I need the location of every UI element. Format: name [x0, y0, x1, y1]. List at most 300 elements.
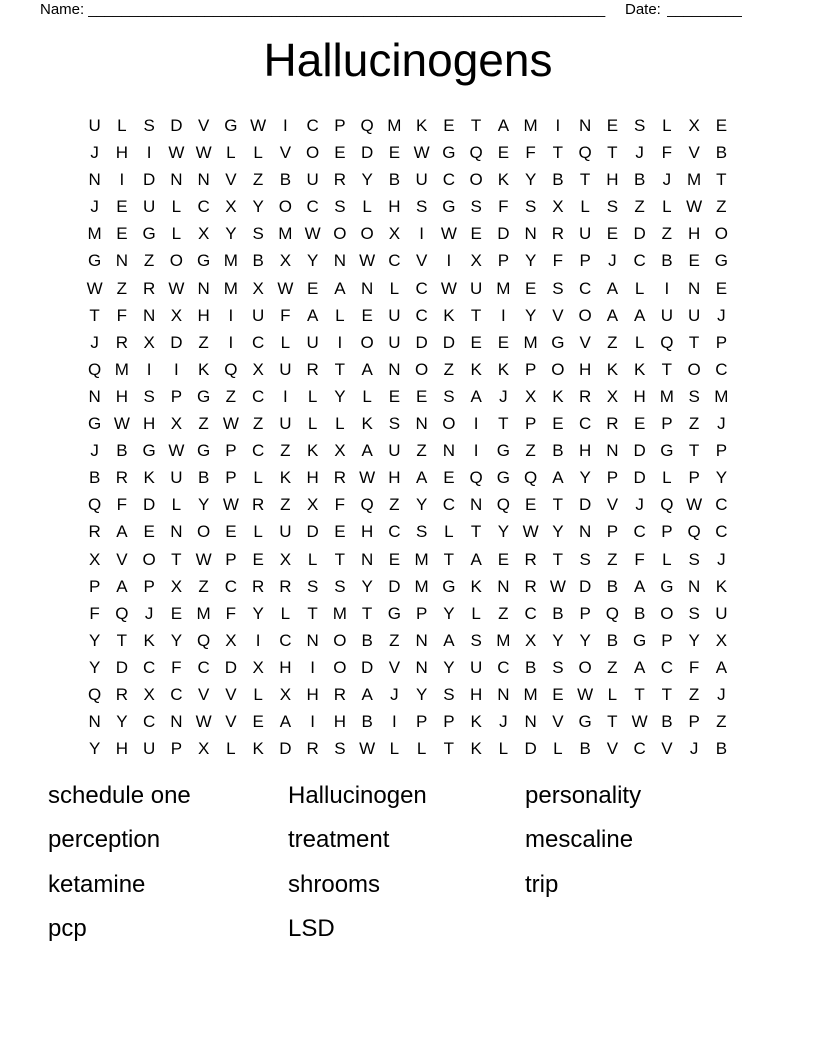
grid-letter: S: [688, 603, 700, 623]
grid-letter: N: [360, 549, 374, 569]
grid-letter: S: [143, 386, 155, 406]
date-label: Date:: [625, 1, 661, 18]
grid-letter: U: [388, 305, 401, 325]
grid-letter: W: [686, 197, 703, 217]
grid-letter: H: [333, 712, 347, 732]
grid-letter: S: [633, 116, 646, 135]
grid-letter: V: [225, 712, 237, 732]
grid-letter: P: [170, 386, 183, 406]
grid-letter: N: [524, 224, 537, 244]
grid-letter: I: [174, 359, 179, 379]
grid-letter: O: [197, 522, 211, 542]
grid-letter: M: [523, 332, 538, 352]
grid-letter: P: [579, 603, 591, 623]
word-bank-item: schedule one: [48, 782, 191, 809]
grid-letter: N: [88, 712, 101, 732]
grid-letter: S: [552, 657, 564, 677]
grid-letter: R: [578, 386, 592, 406]
grid-letter: N: [142, 305, 156, 325]
grid-letter: U: [170, 468, 183, 488]
grid-letter: C: [142, 712, 156, 732]
grid-letter: J: [717, 305, 726, 325]
grid-letter: L: [444, 522, 454, 542]
grid-letter: G: [496, 441, 510, 461]
grid-letter: K: [279, 468, 292, 488]
grid-letter: E: [388, 549, 401, 569]
grid-letter: P: [415, 603, 428, 623]
grid-letter: O: [551, 359, 565, 379]
grid-letter: Y: [361, 170, 373, 190]
grid-letter: L: [553, 739, 563, 759]
grid-letter: X: [88, 549, 101, 569]
grid-letter: T: [552, 495, 564, 515]
grid-letter: T: [334, 359, 346, 379]
grid-letter: H: [633, 386, 646, 406]
grid-letter: T: [607, 712, 618, 732]
grid-letter: V: [606, 495, 619, 515]
word-bank-item: LSD: [288, 915, 335, 943]
grid-letter: B: [715, 739, 728, 759]
grid-letter: Z: [716, 712, 727, 732]
grid-letter: Z: [116, 278, 128, 298]
grid-letter: J: [635, 143, 644, 163]
grid-letter: F: [661, 143, 673, 163]
grid-letter: C: [715, 522, 728, 542]
grid-letter: Z: [688, 414, 700, 434]
grid-letter: X: [552, 197, 564, 217]
grid-letter: N: [170, 170, 183, 190]
grid-letter: I: [664, 278, 670, 298]
grid-letter: Q: [524, 468, 538, 488]
grid-letter: L: [307, 414, 318, 434]
grid-letter: W: [222, 414, 239, 434]
grid-letter: W: [86, 278, 103, 298]
grid-letter: X: [388, 224, 401, 244]
grid-letter: R: [88, 522, 101, 542]
grid-letter: J: [635, 495, 644, 515]
grid-letter: I: [255, 630, 261, 650]
grid-letter: S: [306, 576, 319, 596]
grid-letter: Z: [252, 414, 264, 434]
grid-letter: V: [661, 739, 673, 759]
grid-letter: E: [443, 468, 455, 488]
grid-letter: X: [225, 197, 237, 217]
grid-letter: B: [388, 170, 401, 190]
grid-letter: G: [660, 441, 674, 461]
grid-letter: H: [306, 468, 319, 488]
grid-letter: D: [633, 468, 646, 488]
grid-letter: E: [497, 549, 510, 569]
grid-letter: G: [88, 414, 102, 434]
grid-letter: W: [359, 468, 376, 488]
grid-letter: N: [415, 657, 428, 677]
grid-letter: Y: [361, 576, 373, 596]
grid-letter: U: [88, 116, 101, 135]
grid-letter: Q: [578, 143, 592, 163]
grid-letter: V: [116, 549, 128, 569]
grid-letter: N: [115, 251, 129, 271]
grid-letter: L: [226, 143, 236, 163]
grid-letter: Q: [197, 630, 211, 650]
grid-letter: F: [89, 603, 100, 623]
grid-letter: I: [419, 224, 424, 244]
grid-letter: K: [470, 712, 482, 732]
grid-letter: H: [306, 684, 319, 704]
grid-letter: Z: [716, 197, 727, 217]
grid-letter: P: [524, 414, 537, 434]
grid-letter: E: [552, 414, 564, 434]
grid-letter: S: [579, 549, 591, 569]
grid-letter: F: [280, 305, 291, 325]
grid-letter: S: [334, 739, 346, 759]
grid-letter: L: [171, 197, 182, 217]
grid-letter: R: [333, 468, 347, 488]
grid-letter: V: [552, 305, 564, 325]
grid-letter: A: [497, 116, 510, 135]
grid-letter: L: [171, 224, 182, 244]
grid-letter: B: [633, 603, 646, 623]
grid-letter: N: [687, 576, 701, 596]
grid-letter: P: [688, 712, 700, 732]
grid-letter: E: [388, 143, 401, 163]
grid-letter: C: [306, 116, 319, 135]
grid-letter: N: [442, 441, 456, 461]
grid-letter: E: [361, 305, 373, 325]
grid-letter: H: [115, 143, 129, 163]
grid-letter: A: [470, 386, 482, 406]
grid-letter: X: [252, 359, 264, 379]
grid-letter: F: [225, 603, 237, 623]
grid-letter: V: [279, 143, 292, 163]
grid-letter: K: [143, 468, 155, 488]
word-bank-item: pcp: [48, 915, 87, 943]
grid-letter: I: [392, 712, 397, 732]
grid-letter: R: [251, 495, 265, 515]
grid-letter: Y: [197, 495, 210, 515]
grid-letter: J: [499, 386, 508, 406]
grid-letter: S: [688, 549, 700, 569]
grid-letter: Z: [525, 441, 536, 461]
grid-letter: E: [497, 143, 510, 163]
grid-letter: P: [524, 359, 537, 379]
grid-letter: X: [279, 251, 292, 271]
grid-letter: N: [415, 414, 428, 434]
grid-letter: E: [334, 522, 346, 542]
grid-letter: M: [196, 603, 211, 623]
grid-letter: V: [225, 684, 237, 704]
grid-letter: I: [146, 143, 152, 163]
grid-letter: Q: [469, 143, 483, 163]
grid-letter: E: [688, 251, 700, 271]
grid-letter: T: [688, 441, 700, 461]
grid-letter: W: [440, 278, 457, 298]
grid-letter: T: [116, 630, 128, 650]
grid-letter: V: [197, 684, 210, 704]
grid-letter: K: [497, 359, 510, 379]
word-bank-column: [525, 774, 641, 907]
word-bank-item: ketamine: [48, 870, 146, 898]
grid-letter: Y: [88, 630, 101, 650]
name-label: Name:: [40, 1, 85, 18]
grid-letter: U: [388, 441, 401, 461]
grid-letter: A: [415, 468, 428, 488]
grid-letter: E: [252, 549, 264, 569]
grid-letter: M: [523, 684, 538, 704]
grid-letter: J: [689, 739, 699, 759]
grid-letter: S: [470, 197, 482, 217]
grid-letter: K: [470, 739, 482, 759]
word-bank-column: [48, 774, 191, 952]
grid-letter: D: [360, 143, 374, 163]
grid-letter: S: [415, 522, 428, 542]
grid-letter: F: [171, 657, 182, 677]
grid-letter: W: [277, 278, 294, 298]
grid-letter: J: [717, 549, 726, 569]
grid-letter: M: [387, 116, 402, 135]
grid-letter: X: [279, 684, 292, 704]
grid-letter: W: [195, 549, 212, 569]
grid-letter: P: [225, 441, 237, 461]
grid-letter: S: [524, 197, 537, 217]
grid-letter: G: [197, 251, 211, 271]
grid-letter: N: [88, 386, 101, 406]
grid-letter: D: [578, 495, 592, 515]
grid-letter: P: [715, 441, 728, 461]
grid-letter: P: [88, 576, 101, 596]
grid-letter: Y: [688, 630, 700, 650]
grid-letter: U: [715, 603, 728, 623]
grid-letter: X: [143, 684, 155, 704]
grid-letter: J: [90, 441, 99, 461]
grid-letter: I: [310, 657, 315, 677]
grid-letter: Y: [116, 712, 128, 732]
grid-letter: C: [388, 522, 401, 542]
grid-letter: U: [469, 278, 483, 298]
grid-letter: C: [442, 170, 456, 190]
grid-letter: N: [578, 116, 592, 135]
grid-letter: X: [197, 224, 210, 244]
grid-letter: H: [115, 386, 129, 406]
grid-letter: B: [252, 251, 264, 271]
word-bank-item: personality: [525, 782, 642, 809]
word-bank-item: Hallucinogen: [288, 782, 427, 809]
name-blank-line: ______________________________________________________________: [88, 1, 606, 18]
grid-letter: K: [497, 170, 510, 190]
grid-letter: Y: [88, 739, 101, 759]
grid-letter: K: [633, 359, 646, 379]
grid-letter: L: [307, 549, 318, 569]
grid-letter: A: [279, 712, 292, 732]
grid-letter: I: [119, 170, 125, 190]
grid-letter: N: [197, 278, 210, 298]
grid-letter: P: [497, 251, 510, 271]
grid-letter: H: [578, 359, 592, 379]
grid-letter: P: [606, 522, 619, 542]
grid-letter: W: [549, 576, 566, 596]
grid-letter: E: [470, 332, 482, 352]
grid-letter: C: [388, 251, 401, 271]
grid-letter: H: [388, 468, 401, 488]
grid-letter: B: [552, 441, 564, 461]
grid-letter: B: [116, 441, 128, 461]
grid-letter: Q: [224, 359, 238, 379]
grid-letter: Z: [634, 197, 645, 217]
grid-letter: P: [606, 468, 619, 488]
grid-letter: Y: [225, 224, 237, 244]
grid-letter: L: [580, 197, 590, 217]
grid-letter: M: [687, 170, 702, 190]
grid-letter: N: [524, 712, 537, 732]
grid-letter: X: [170, 576, 183, 596]
grid-letter: R: [251, 576, 265, 596]
grid-letter: Q: [88, 495, 102, 515]
grid-letter: E: [170, 603, 183, 623]
grid-letter: S: [334, 576, 346, 596]
grid-letter: C: [170, 684, 183, 704]
grid-letter: C: [660, 657, 674, 677]
grid-letter: L: [117, 116, 127, 135]
grid-letter: C: [578, 414, 592, 434]
grid-letter: P: [661, 414, 673, 434]
grid-letter: C: [442, 495, 456, 515]
grid-letter: N: [606, 441, 619, 461]
grid-letter: D: [306, 522, 319, 542]
grid-letter: B: [606, 630, 619, 650]
grid-letter: U: [142, 197, 156, 217]
grid-letter: W: [168, 143, 185, 163]
grid-letter: C: [279, 630, 292, 650]
grid-letter: K: [443, 305, 455, 325]
grid-letter: E: [306, 278, 319, 298]
grid-letter: Z: [198, 332, 209, 352]
grid-letter: O: [360, 224, 374, 244]
grid-letter: F: [498, 197, 509, 217]
grid-letter: A: [443, 630, 455, 650]
grid-letter: Y: [306, 251, 319, 271]
grid-letter: L: [662, 197, 672, 217]
grid-letter: R: [524, 576, 537, 596]
grid-letter: X: [225, 630, 237, 650]
grid-letter: K: [470, 576, 482, 596]
grid-letter: V: [197, 116, 210, 135]
grid-letter: Z: [225, 386, 237, 406]
grid-letter: V: [606, 739, 619, 759]
grid-letter: Q: [496, 495, 510, 515]
grid-letter: O: [578, 305, 592, 325]
grid-letter: Y: [415, 684, 428, 704]
grid-letter: Z: [498, 603, 509, 623]
grid-letter: N: [415, 630, 428, 650]
grid-letter: U: [279, 359, 292, 379]
grid-letter: C: [415, 305, 428, 325]
grid-letter: N: [497, 684, 510, 704]
grid-letter: A: [361, 359, 373, 379]
grid-letter: X: [279, 549, 292, 569]
grid-letter: L: [253, 468, 263, 488]
grid-letter: U: [306, 170, 319, 190]
grid-letter: E: [143, 522, 155, 542]
grid-letter: F: [634, 549, 645, 569]
grid-letter: X: [334, 441, 346, 461]
grid-letter: R: [306, 739, 319, 759]
grid-letter: E: [116, 224, 128, 244]
grid-letter: B: [715, 143, 728, 163]
grid-letter: T: [661, 684, 673, 704]
grid-letter: D: [279, 739, 292, 759]
grid-letter: D: [224, 657, 238, 677]
grid-letter: Q: [115, 603, 129, 623]
grid-letter: S: [415, 197, 428, 217]
grid-letter: E: [415, 386, 428, 406]
grid-letter: Z: [198, 414, 209, 434]
grid-letter: Y: [579, 468, 591, 488]
grid-letter: X: [252, 657, 264, 677]
grid-letter: O: [660, 603, 674, 623]
grid-letter: K: [552, 386, 564, 406]
grid-letter: Y: [524, 305, 537, 325]
grid-letter: S: [334, 197, 346, 217]
word-bank-item: trip: [525, 870, 559, 898]
grid-letter: L: [389, 739, 400, 759]
grid-letter: V: [579, 332, 591, 352]
grid-letter: M: [332, 603, 347, 623]
grid-letter: L: [362, 386, 372, 406]
grid-letter: B: [552, 603, 564, 623]
grid-letter: D: [142, 170, 156, 190]
grid-letter: R: [279, 576, 292, 596]
grid-letter: X: [470, 251, 482, 271]
grid-letter: C: [633, 522, 646, 542]
grid-letter: V: [688, 143, 700, 163]
grid-letter: G: [442, 197, 456, 217]
grid-letter: E: [252, 712, 264, 732]
grid-letter: P: [170, 739, 183, 759]
grid-letter: A: [116, 522, 128, 542]
grid-letter: Q: [88, 684, 102, 704]
grid-letter: E: [225, 522, 237, 542]
grid-letter: A: [633, 576, 646, 596]
grid-letter: B: [361, 630, 373, 650]
grid-letter: I: [283, 386, 288, 406]
grid-letter: W: [304, 224, 321, 244]
grid-letter: A: [633, 305, 646, 325]
grid-letter: D: [415, 332, 428, 352]
grid-letter: M: [496, 630, 511, 650]
grid-letter: T: [552, 143, 564, 163]
grid-letter: A: [606, 278, 619, 298]
grid-letter: E: [497, 332, 510, 352]
grid-letter: P: [661, 522, 673, 542]
grid-letter: C: [633, 251, 646, 271]
grid-letter: I: [228, 332, 234, 352]
grid-letter: U: [469, 657, 483, 677]
grid-letter: I: [283, 116, 288, 135]
grid-letter: J: [90, 197, 99, 217]
grid-letter: J: [717, 684, 726, 704]
grid-letter: T: [89, 305, 100, 325]
grid-letter: U: [687, 305, 701, 325]
grid-letter: A: [306, 305, 319, 325]
grid-letter: J: [90, 332, 99, 352]
grid-letter: P: [661, 630, 673, 650]
grid-letter: I: [146, 359, 152, 379]
grid-letter: L: [662, 116, 672, 135]
grid-letter: R: [524, 549, 537, 569]
grid-letter: R: [333, 684, 347, 704]
grid-letter: Z: [252, 170, 264, 190]
grid-letter: P: [688, 468, 700, 488]
grid-letter: Z: [607, 549, 618, 569]
